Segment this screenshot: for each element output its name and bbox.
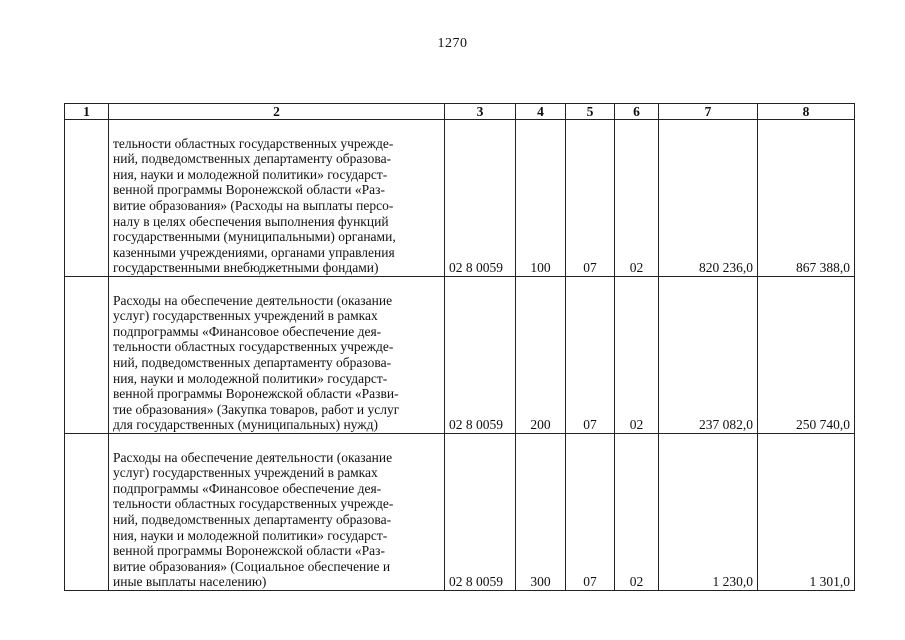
- subsection-cell: 02: [615, 277, 659, 434]
- budget-table: [64, 103, 855, 591]
- header-row: [65, 104, 855, 120]
- header-col-4: 4: [516, 104, 566, 120]
- section-cell: 07: [566, 120, 615, 277]
- page-number: 1270: [437, 36, 468, 51]
- amount-cell-8: 250 740,0: [758, 277, 855, 434]
- amount-cell-7: 237 082,0: [659, 277, 758, 434]
- header-col-8: 8: [758, 104, 855, 120]
- amount-cell-8: 867 388,0: [758, 120, 855, 277]
- header-col-7: 7: [659, 104, 758, 120]
- section-cell: 07: [566, 434, 615, 591]
- table-row: [65, 277, 855, 434]
- amount-cell-7: 1 230,0: [659, 434, 758, 591]
- amount-cell-7: 820 236,0: [659, 120, 758, 277]
- target-code-cell: 02 8 0059: [445, 277, 516, 434]
- subsection-cell: 02: [615, 434, 659, 591]
- expense-type-cell: 300: [516, 434, 566, 591]
- table-row: [65, 434, 855, 591]
- expense-type-cell: 200: [516, 277, 566, 434]
- target-code-cell: 02 8 0059: [445, 120, 516, 277]
- description-cell: Расходы на обеспечение деятельности (оказание услуг) государственных учреждений в рамках подпрограммы «Финансовое обеспечение дея- тельности областных государственных учрежде- ний, подведомственных департаменту образова- ния, науки и молодежной политики» государст- венной программы Воронежской области «Раз- витие образования» (Социальное обеспечение и иные выплаты населению): [109, 434, 445, 591]
- target-code-cell: 02 8 0059: [445, 434, 516, 591]
- row-number-cell: [65, 120, 109, 277]
- header-col-3: 3: [445, 104, 516, 120]
- header-col-5: 5: [566, 104, 615, 120]
- section-cell: 07: [566, 277, 615, 434]
- description-cell: Расходы на обеспечение деятельности (оказание услуг) государственных учреждений в рамках подпрограммы «Финансовое обеспечение дея- тельности областных государственных учрежде- ний, подведомственных департаменту образова- ния, науки и молодежной политики» государст- венной программы Воронежской области «Разви- тие образования» (Закупка товаров, работ и услуг для государственных (муниципальных) нужд): [109, 277, 445, 434]
- row-number-cell: [65, 277, 109, 434]
- header-col-1: 1: [65, 104, 109, 120]
- subsection-cell: 02: [615, 120, 659, 277]
- table-row: [65, 120, 855, 277]
- header-col-2: 2: [109, 104, 445, 120]
- amount-cell-8: 1 301,0: [758, 434, 855, 591]
- row-number-cell: [65, 434, 109, 591]
- description-cell: тельности областных государственных учрежде- ний, подведомственных департаменту образова- ния, науки и молодежной политики» государст- венной программы Воронежской области «Раз- витие образования» (Расходы на выплаты персо- налу в целях обеспечения выполнения функций государственными (муниципальными) органами, казенными учреждениями, органами управления государственными внебюджетными фондами): [109, 120, 445, 277]
- header-col-6: 6: [615, 104, 659, 120]
- expense-type-cell: 100: [516, 120, 566, 277]
